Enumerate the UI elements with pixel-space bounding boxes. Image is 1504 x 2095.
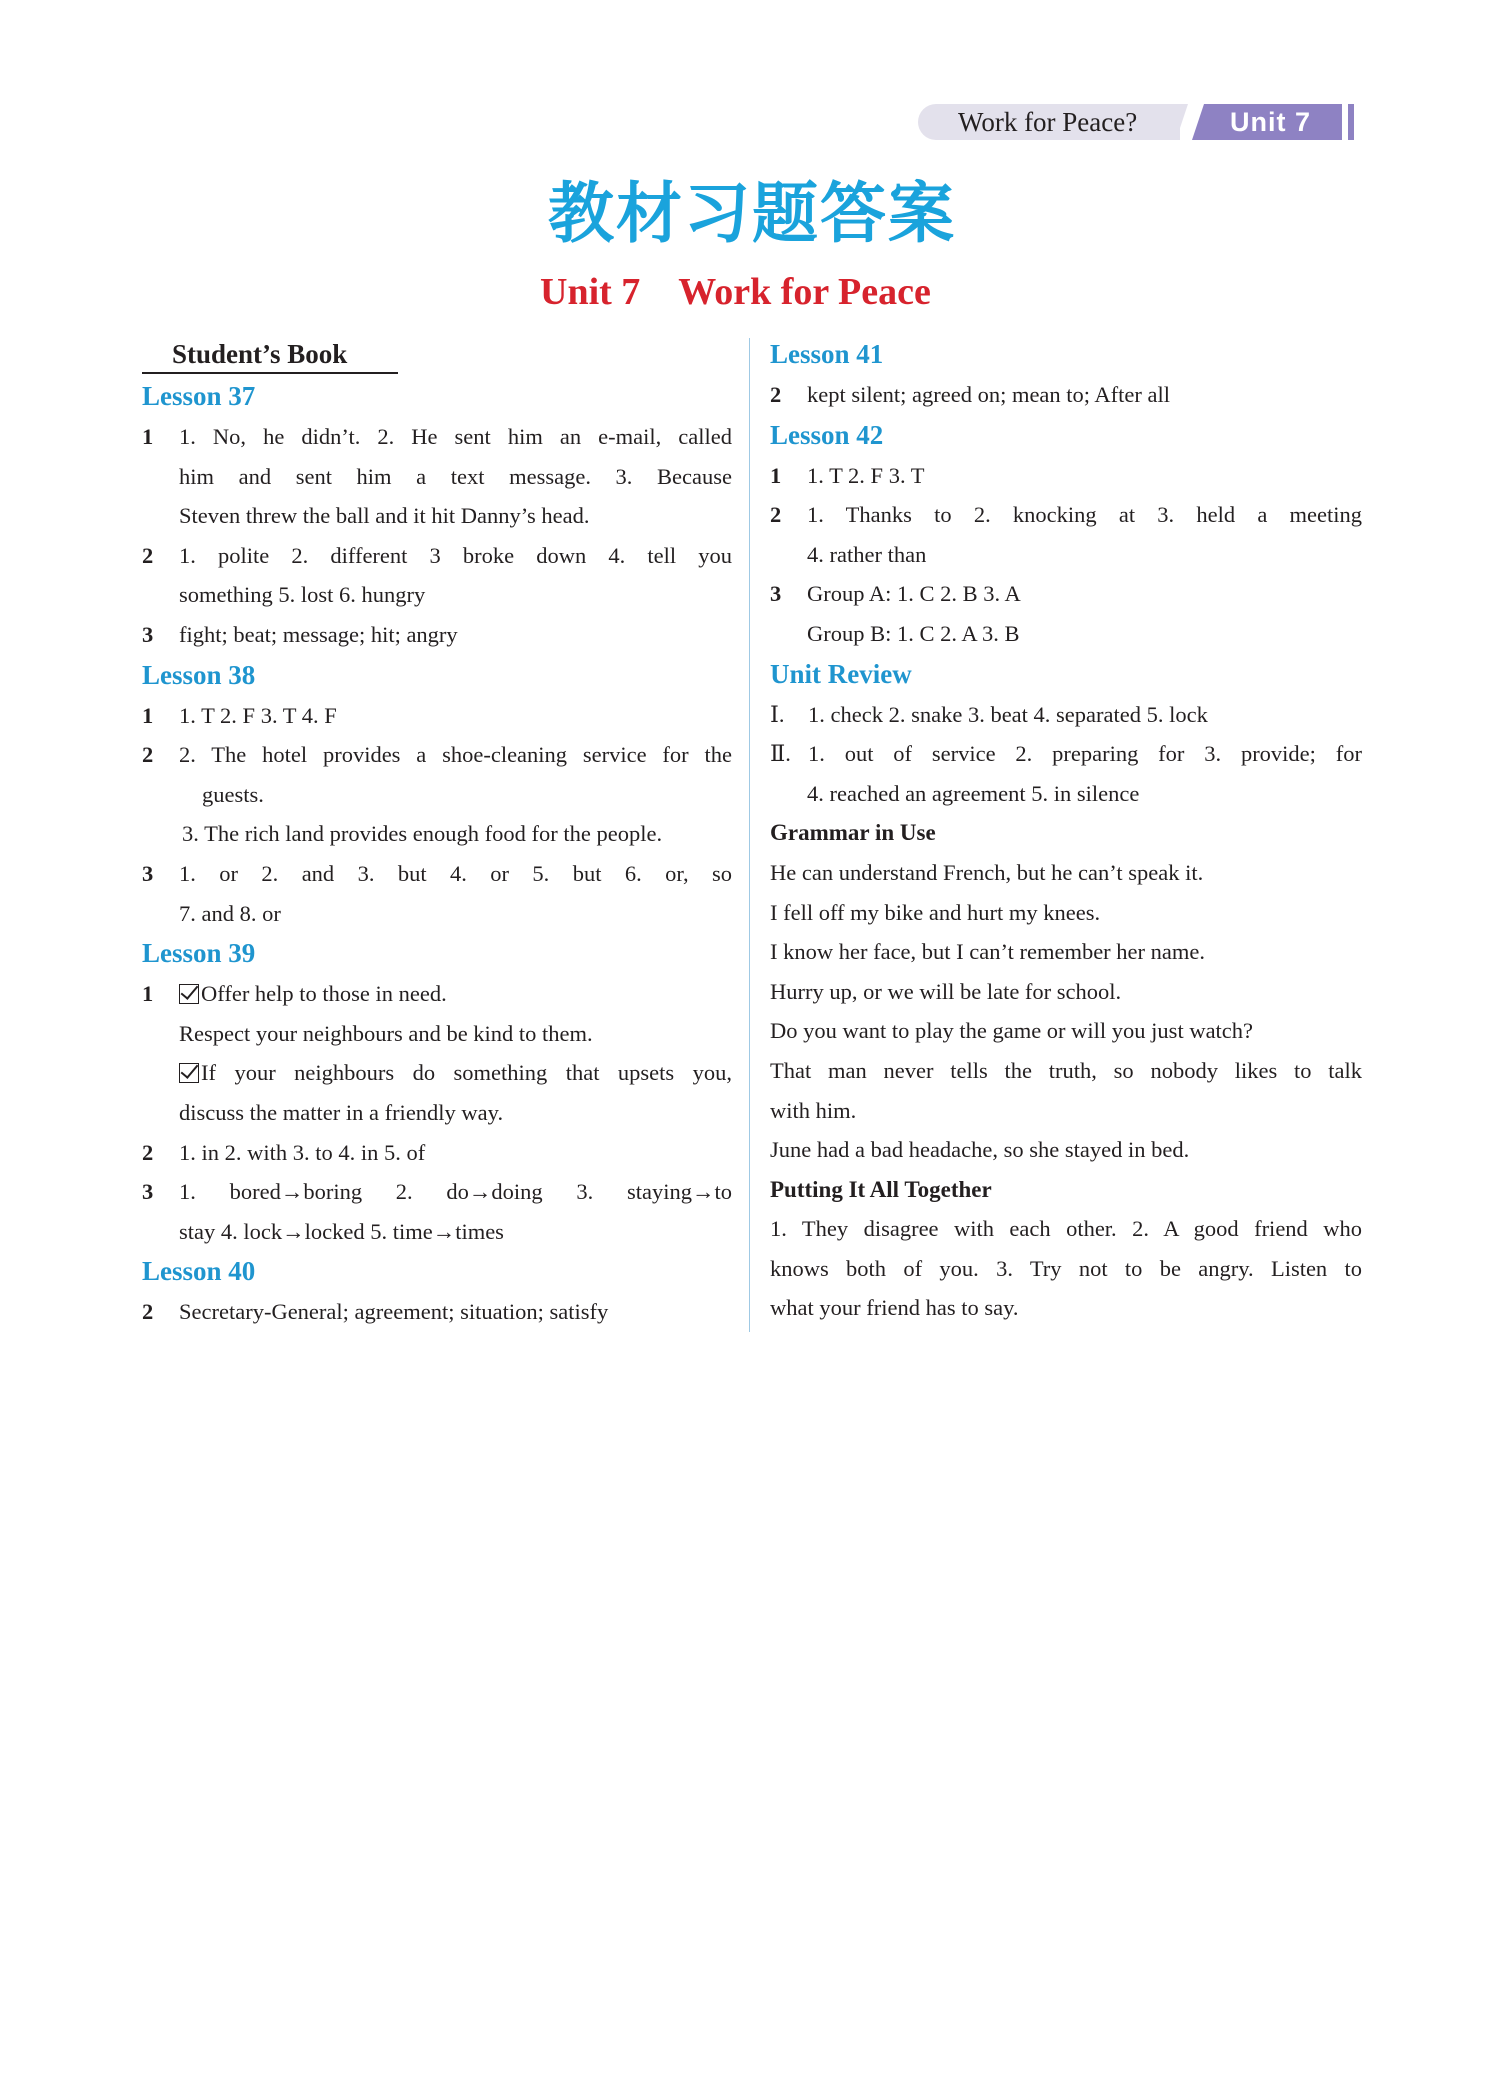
section-title: Student’s Book — [142, 334, 398, 374]
answer-text: 1. check 2. snake 3. beat 4. separated 5. lock — [808, 701, 1208, 727]
answer-text: 2. The hotel provides a shoe-cleaning service for the — [179, 742, 732, 768]
answer-line — [770, 695, 1362, 735]
answer-line — [770, 1288, 1362, 1328]
answer-line — [770, 1249, 1362, 1289]
answer-text: Do you want to play the game or will you just watch? — [770, 1018, 1254, 1044]
answer-line — [142, 536, 732, 576]
answer-line — [770, 1051, 1362, 1091]
right-column — [770, 334, 1362, 1328]
running-header-gray-slant — [1176, 104, 1188, 140]
answer-text: Secretary-General; agreement; situation; satisfy — [179, 1299, 609, 1325]
answer-line — [142, 575, 732, 615]
column-divider — [749, 338, 750, 1332]
running-header-purple-slant — [1192, 104, 1204, 140]
answer-line — [770, 1011, 1362, 1051]
question-number: 3 — [142, 860, 154, 886]
answer-line — [142, 1053, 732, 1093]
answer-text: 1. T 2. F 3. T — [807, 462, 925, 488]
checkbox-checked-icon — [179, 1063, 199, 1083]
answer-text: him and sent him a text message. 3. Because — [179, 463, 732, 489]
answer-line — [142, 854, 732, 894]
answer-text: 1. Thanks to 2. knocking at 3. held a meeting — [807, 502, 1362, 528]
question-number: 3 — [142, 1179, 154, 1205]
answer-text: Hurry up, or we will be late for school. — [770, 978, 1122, 1004]
question-number: 1 — [770, 462, 782, 488]
answer-text: 1. They disagree with each other. 2. A good friend who — [770, 1216, 1362, 1242]
question-number: 2 — [142, 742, 154, 768]
answer-text: Group A: 1. C 2. B 3. A — [807, 581, 1021, 607]
question-number: 1 — [142, 702, 154, 728]
answer-text: 1. bored→boring 2. do→doing 3. staying→to — [179, 1179, 732, 1205]
answer-text: Group B: 1. C 2. A 3. B — [807, 620, 1020, 646]
roman-numeral: Ⅱ. — [770, 741, 791, 767]
answer-text: stay 4. lock→locked 5. time→times — [179, 1218, 504, 1244]
answer-text: Steven threw the ball and it hit Danny’s head. — [179, 503, 590, 529]
answer-line — [142, 496, 732, 536]
answer-line — [142, 1212, 732, 1252]
answer-text: 7. and 8. or — [179, 900, 281, 926]
question-number: 1 — [142, 981, 154, 1007]
answer-line — [142, 696, 732, 736]
answer-text: guests. — [202, 781, 264, 807]
answer-text: 1. out of service 2. preparing for 3. provide; for — [808, 741, 1362, 767]
answer-line — [770, 456, 1362, 496]
lesson-heading: Lesson 39 — [142, 938, 256, 969]
question-number: 3 — [142, 621, 154, 647]
lesson-heading: Lesson 41 — [770, 339, 884, 369]
answer-text: Offer help to those in need. — [201, 981, 447, 1007]
unit-name: Work for Peace — [678, 271, 931, 313]
question-number: 3 — [770, 581, 782, 607]
answer-line — [770, 535, 1362, 575]
answer-text-wrap — [179, 974, 732, 1014]
answer-line — [142, 1172, 732, 1212]
answer-line — [770, 574, 1362, 614]
answer-text: 1. T 2. F 3. T 4. F — [179, 702, 337, 728]
answer-text: something 5. lost 6. hungry — [179, 582, 426, 608]
answer-text: That man never tells the truth, so nobody likes to talk — [770, 1057, 1362, 1083]
checkbox-checked-icon — [179, 984, 199, 1004]
roman-numeral: Ⅰ. — [770, 701, 785, 727]
answer-line — [770, 853, 1362, 893]
answer-line — [142, 457, 732, 497]
answer-line — [770, 1091, 1362, 1131]
running-header-bar — [1348, 104, 1354, 140]
answer-line — [770, 375, 1362, 415]
answer-line — [142, 894, 732, 934]
answer-text: with him. — [770, 1097, 857, 1123]
running-header-left: Work for Peace? — [958, 107, 1138, 137]
answer-line — [142, 814, 732, 854]
answer-line — [142, 735, 732, 775]
left-column — [142, 334, 732, 1332]
lesson-heading: Lesson 40 — [142, 1256, 256, 1287]
answer-line — [142, 1292, 732, 1332]
answer-line — [770, 614, 1362, 654]
answer-text: what your friend has to say. — [770, 1295, 1019, 1321]
running-header-right: Unit 7 — [1230, 107, 1312, 137]
question-number: 2 — [770, 502, 782, 528]
answer-text: I fell off my bike and hurt my knees. — [770, 899, 1101, 925]
answer-line — [770, 774, 1362, 814]
question-number: 2 — [142, 542, 154, 568]
answer-text: 1. No, he didn’t. 2. He sent him an e-mail, called — [179, 424, 732, 449]
answer-text: kept silent; agreed on; mean to; After all — [807, 382, 1171, 407]
page-title — [0, 160, 1504, 255]
answer-line — [142, 417, 732, 457]
answer-line — [770, 1130, 1362, 1170]
answer-line — [142, 775, 732, 815]
answer-text: 4. rather than — [807, 541, 927, 567]
page-title-text: 教材习题答案 — [548, 175, 956, 252]
answer-line — [142, 1014, 732, 1054]
answer-line — [770, 932, 1362, 972]
question-number: 2 — [142, 1139, 154, 1165]
question-number: 2 — [770, 382, 782, 407]
running-header — [918, 104, 1358, 140]
answer-line — [770, 1209, 1362, 1249]
answer-text: 4. reached an agreement 5. in silence — [807, 780, 1140, 806]
answer-text: June had a bad headache, so she stayed in bed. — [770, 1137, 1190, 1163]
answer-line — [770, 893, 1362, 933]
subsection-heading: Grammar in Use — [770, 820, 936, 846]
answer-text: If your neighbours do something that upsets you, — [201, 1060, 732, 1086]
answer-text-wrap — [179, 1053, 732, 1093]
answer-text: 1. polite 2. different 3 broke down 4. tell you — [179, 542, 732, 568]
answer-line — [770, 734, 1362, 774]
answer-text: discuss the matter in a friendly way. — [179, 1099, 504, 1125]
answer-text: Respect your neighbours and be kind to them. — [179, 1020, 593, 1046]
answer-line — [142, 615, 732, 655]
unit-title — [540, 270, 931, 314]
question-number: 1 — [142, 424, 154, 449]
answer-text: He can understand French, but he can’t speak it. — [770, 859, 1204, 885]
lesson-heading: Lesson 42 — [770, 419, 884, 450]
subsection-heading: Putting It All Together — [770, 1176, 992, 1202]
lesson-heading: Lesson 38 — [142, 659, 256, 690]
lesson-heading: Unit Review — [770, 658, 912, 689]
answer-text: fight; beat; message; hit; angry — [179, 621, 458, 647]
answer-text: 1. or 2. and 3. but 4. or 5. but 6. or, so — [179, 860, 732, 886]
answer-text: knows both of you. 3. Try not to be angry. Listen to — [770, 1255, 1362, 1281]
answer-text: 1. in 2. with 3. to 4. in 5. of — [179, 1139, 426, 1165]
unit-number: Unit 7 — [540, 271, 641, 313]
answer-line — [142, 1093, 732, 1133]
question-number: 2 — [142, 1299, 154, 1325]
answer-line — [142, 974, 732, 1014]
answer-line — [770, 495, 1362, 535]
lesson-heading: Lesson 37 — [142, 381, 256, 411]
answer-text: 3. The rich land provides enough food for the people. — [182, 821, 663, 847]
answer-text: I know her face, but I can’t remember her name. — [770, 939, 1206, 965]
answer-line — [142, 1133, 732, 1173]
answer-line — [770, 972, 1362, 1012]
